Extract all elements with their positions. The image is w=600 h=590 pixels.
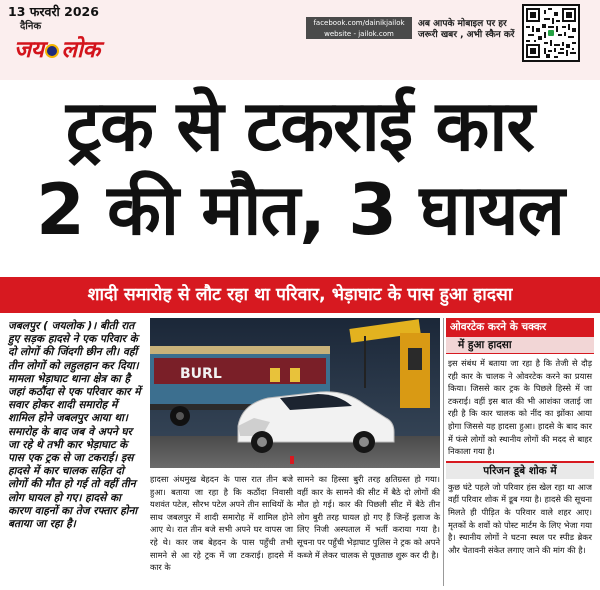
masthead [0,0,600,80]
headline-line-2: 2 की मौत, 3 घायल [36,169,564,251]
facebook-link[interactable]: facebook.com/dainikjailok [313,19,405,27]
globe-icon [45,44,59,58]
sidebar-paragraph-1: इस संबंध में बताया जा रहा है कि तेजी से दौड़ रही कार के चालक ने ओवरटेक करने का प्रयास किया। जिससे कार ट्रक के पिछले हिस्से में जा टकराई। वहीं इस बात की भी आशंका जताई जा रही है कि कार चालक को नींद का झोंका आया होगा जिससे यह हादसा हुआ। हादसे के बाद कार में फंसे लोगों को स्थानीय लोगों की मदद से बाहर निकाला गया है। [448,358,592,457]
sidebar-story [446,318,594,556]
issue-date: 13 फरवरी 2026 [8,4,99,19]
accident-photo [150,318,440,468]
sidebar-heading-line-1: ओवरटेक करने के चक्कर [450,321,547,333]
story-column-1: हादसा अंधमुख बेहदन के पास रात तीन बजे हुआ। बताया जा रहा है कि कठौंदा निवासी यशवंत पटेल, सौरभ पटेल अपने तीन साथियों के साथ जबलपुर में शादी समारोह में शामिल होने आए थे। रात तीन बजे सभी अपने घर वापस जा रहे थे। कार जब बेहदन के पास पहुँची तभी सामने से आ रहे ट्रक में जा टकराई। हादसे में कार के [150,474,293,573]
lead-paragraph: जबलपुर ( जयलोक )। बीती रात हुए सड़क हादसे ने एक परिवार के दो लोगों की जिंदगी छीन ली। वहीं तीन लोगों को लहुलहान कर दिया। मामला भेड़ाघाट थाना क्षेत्र का है जहां कठौंदा से एक परिवार कार में सवार होकर शादी समारोह में शामिल होने जबलपुर आया था। समारोह के बाद जब वे अपने घर जा रहे थे तभी कार भेड़ाघाट के पास एक ट्रक से जा टकराई। इस हादसे में कार चालक सहित दो लोगों की मौत हो गई तो वहीं तीन लोग घायल हो गए। हादसे का कारण वाहनों का तेज रफ्तार होना बताया जा रहा है। [8,320,141,531]
scan-promo [418,19,518,41]
qr-code-icon[interactable] [522,4,580,62]
brand-logo[interactable] [6,18,156,72]
brand-wordmark [14,32,100,64]
promo-line-1: अब आपके मोबाइल पर हर [418,19,507,29]
sidebar-subheading: परिजन डूबे शोक में [446,461,594,479]
promo-line-2: जरूरी खबर , अभी स्कैन करें [418,30,515,40]
story-column-2: सामने का हिस्सा बुरी तरह क्षतिग्रस्त हो गया। वहीं कार के सामने की सीट में बैठे दो लोगों की मौत हो गई। कार की पिछली सीट में बैठे तीन लोग बुरी तरह घायल हो गए हैं जिन्हें इलाज के लिए निजी अस्पताल में भर्ती कराया गया है। सूचना पर पहुँची भेड़ाघाट पुलिस ने ट्रक को अपने कब्जे में लेकर चालक से पूछताछ शुरू कर दी है। [297,474,440,560]
sidebar-heading [446,318,594,337]
sidebar-paragraph-2: कुछ घंटे पहले जो परिवार हंस खेल रहा था आज वहीं परिवार शोक में डूब गया है। हादसे की सूचना मिलते ही पीड़ित के परिवार वाले शहर आए। मृतकों के शवों को पोस्ट मार्टम के लिए भेजा गया है। स्थानीय लोगों ने घटना स्थल पर स्पीड ब्रेकर और चेतावनी संकेत लगाए जाने की मांग की है। [448,481,592,555]
website-link[interactable]: website - jailok.com [324,29,394,38]
subheadline-banner: शादी समारोह से लौट रहा था परिवार, भेड़ाघाट के पास हुआ हादसा [0,277,600,313]
social-links-box[interactable] [306,17,412,39]
column-divider [443,318,444,586]
brand-jay: जय [14,36,44,63]
sidebar-heading-line-2: में हुआ हादसा [446,337,594,354]
truck-lettering: BURL [180,366,222,382]
main-headline [0,84,600,252]
brand-daily-label: दैनिक [20,21,42,32]
brand-lok: लोक [61,36,100,63]
headline-line-1: ट्रक से टकराई कार [65,85,535,167]
